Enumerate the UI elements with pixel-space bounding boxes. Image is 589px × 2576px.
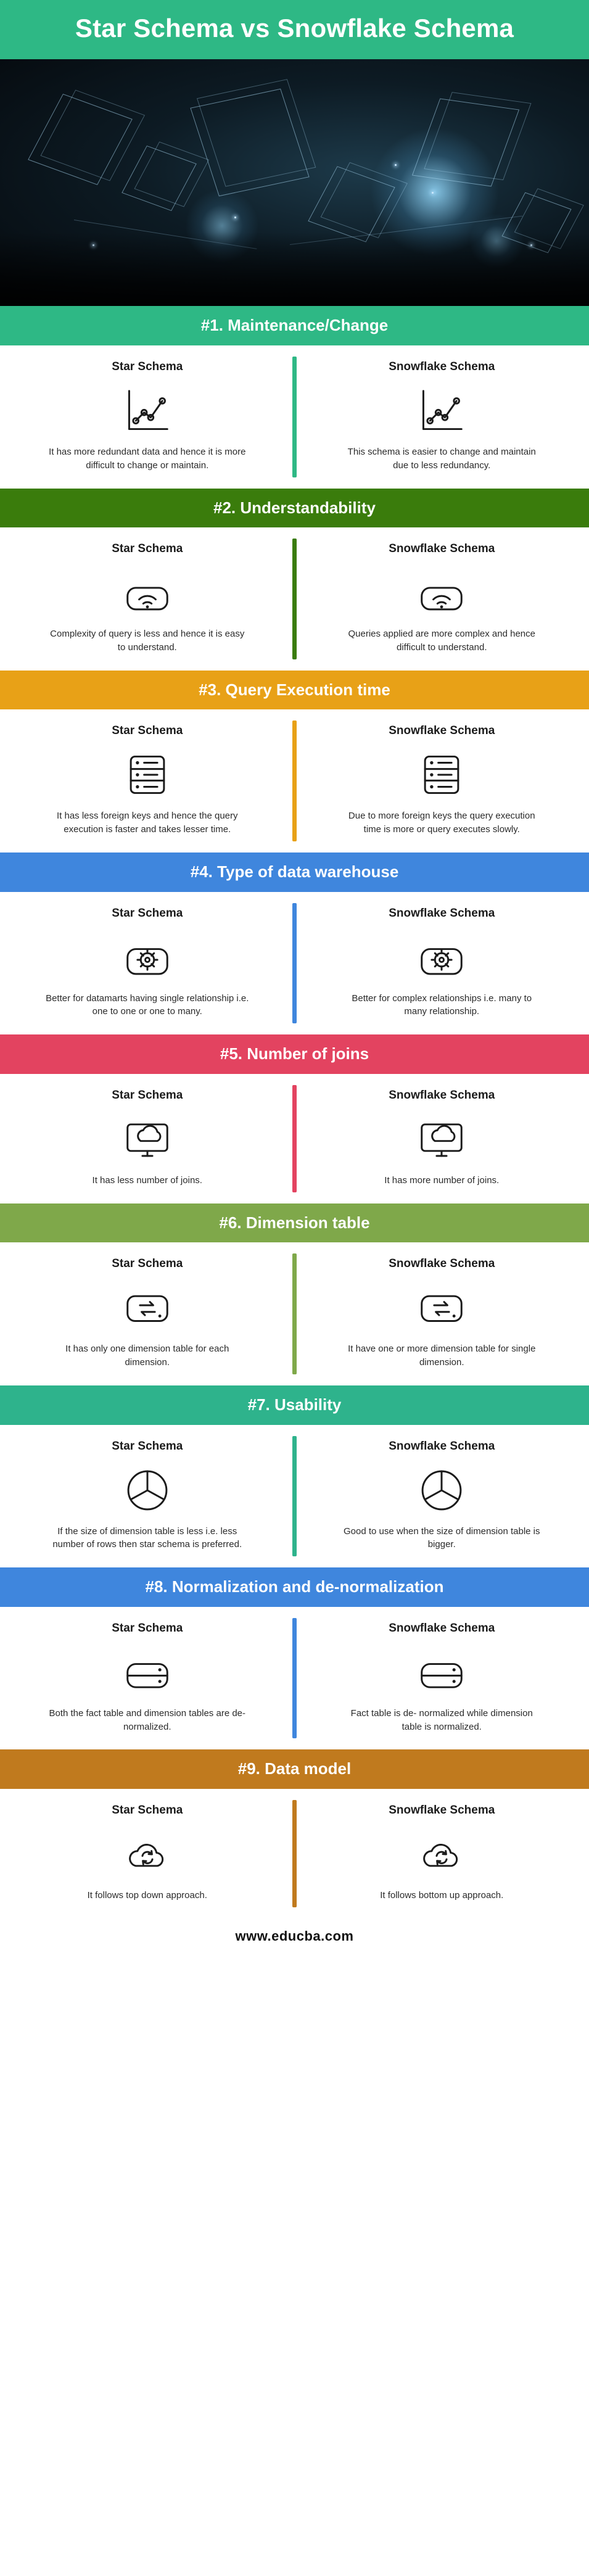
snowflake-schema-column (295, 542, 589, 654)
snowflake-schema-column (295, 1804, 589, 1902)
comparison-row (0, 1425, 589, 1568)
column-divider (292, 1800, 297, 1907)
snowflake-schema-column (295, 1257, 589, 1369)
comparison-row (0, 892, 589, 1035)
star-schema-column (0, 1622, 295, 1734)
cloud-sync-icon (35, 1826, 260, 1883)
star-schema-column (0, 1257, 295, 1369)
page-title: Star Schema vs Snowflake Schema (75, 14, 514, 43)
pie-chart-icon (35, 1462, 260, 1519)
section-band: #9. Data model (0, 1749, 589, 1789)
gear-server-icon (329, 929, 555, 986)
column-heading: Snowflake Schema (389, 724, 495, 738)
page-title-band (0, 0, 589, 59)
column-heading: Star Schema (112, 1439, 183, 1453)
section-band: #6. Dimension table (0, 1203, 589, 1243)
section-band: #2. Understandability (0, 489, 589, 528)
hero-cube (412, 99, 519, 187)
column-divider (292, 1618, 297, 1739)
column-description: Better for datamarts having single relationship i.e. one to one or one to many. (46, 993, 249, 1017)
column-description: Better for complex relationships i.e. many to many relationship. (352, 993, 532, 1017)
star-schema-column (0, 724, 295, 836)
star-schema-column (0, 907, 295, 1019)
gear-server-icon (35, 929, 260, 986)
column-description: If the size of dimension table is less i.e. less number of rows then star schema is preferred. (52, 1525, 242, 1550)
column-description: Due to more foreign keys the query execution time is more or query executes slowly. (348, 811, 535, 835)
column-description: Good to use when the size of dimension table is bigger. (343, 1525, 540, 1550)
column-description: It has only one dimension table for each dimension. (65, 1344, 229, 1368)
column-description: Fact table is de- normalized while dimension table is normalized. (350, 1707, 533, 1732)
pie-chart-icon (329, 1462, 555, 1519)
column-description: It follows bottom up approach. (380, 1890, 504, 1901)
column-heading: Star Schema (112, 360, 183, 374)
column-heading: Snowflake Schema (389, 906, 495, 920)
server-icon (35, 1644, 260, 1701)
star-schema-column (0, 360, 295, 473)
column-heading: Snowflake Schema (389, 1621, 495, 1635)
snowflake-schema-column (295, 1089, 589, 1187)
column-description: Both the fact table and dimension tables are de- normalized. (49, 1707, 246, 1732)
column-description: Complexity of query is less and hence it is easy to understand. (50, 629, 245, 653)
column-divider (292, 720, 297, 841)
column-description: It follows top down approach. (87, 1890, 207, 1901)
column-divider (292, 539, 297, 659)
column-divider (292, 1436, 297, 1557)
comparison-row (0, 1074, 589, 1203)
wifi-server-icon (35, 564, 260, 621)
monitor-cloud-icon (329, 1111, 555, 1168)
column-description: It has more number of joins. (384, 1174, 500, 1186)
section-band: #5. Number of joins (0, 1034, 589, 1074)
hero-cube (308, 167, 395, 242)
wifi-server-icon (329, 564, 555, 621)
column-heading: Star Schema (112, 542, 183, 556)
section-band: #8. Normalization and de-normalization (0, 1567, 589, 1607)
column-divider (292, 903, 297, 1024)
line-chart-icon (329, 382, 555, 439)
column-description: This schema is easier to change and maintain due to less redundancy. (347, 447, 536, 471)
column-description: It has less foreign keys and hence the query execution is faster and takes lesser time. (56, 811, 238, 835)
column-description: It have one or more dimension table for single dimension. (348, 1344, 536, 1368)
column-heading: Snowflake Schema (389, 360, 495, 374)
column-heading: Star Schema (112, 906, 183, 920)
snowflake-schema-column (295, 360, 589, 473)
section-band: #3. Query Execution time (0, 671, 589, 710)
section-band: #4. Type of data warehouse (0, 852, 589, 892)
hero-image (0, 59, 589, 306)
hero-cube (122, 146, 197, 211)
column-description: Queries applied are more complex and hence difficult to understand. (348, 629, 535, 653)
hero-cube (190, 89, 309, 197)
star-schema-column (0, 1804, 295, 1902)
column-heading: Snowflake Schema (389, 1804, 495, 1817)
star-schema-column (0, 542, 295, 654)
comparison-row (0, 345, 589, 489)
column-heading: Snowflake Schema (389, 1088, 495, 1102)
star-schema-column (0, 1089, 295, 1187)
comparison-row (0, 1242, 589, 1385)
column-heading: Star Schema (112, 724, 183, 738)
snowflake-schema-column (295, 907, 589, 1019)
column-divider (292, 1085, 297, 1192)
column-description: It has more redundant data and hence it is more difficult to change or maintain. (49, 447, 246, 471)
column-heading: Snowflake Schema (389, 542, 495, 556)
server-icon (329, 1644, 555, 1701)
footer-url[interactable]: www.educba.com (235, 1928, 354, 1944)
column-divider (292, 357, 297, 477)
snowflake-schema-column (295, 1440, 589, 1552)
snowflake-schema-column (295, 1622, 589, 1734)
sync-server-icon (329, 1279, 555, 1336)
section-band: #7. Usability (0, 1385, 589, 1425)
column-heading: Snowflake Schema (389, 1439, 495, 1453)
comparison-row (0, 527, 589, 671)
hero-floor-gradient (0, 232, 589, 306)
monitor-cloud-icon (35, 1111, 260, 1168)
column-heading: Snowflake Schema (389, 1257, 495, 1271)
comparison-row (0, 1607, 589, 1750)
column-description: It has less number of joins. (92, 1174, 202, 1186)
sync-server-icon (35, 1279, 260, 1336)
database-rack-icon (329, 746, 555, 803)
comparison-row (0, 709, 589, 852)
comparison-row (0, 1789, 589, 1918)
snowflake-schema-column (295, 724, 589, 836)
comparison-sections (0, 306, 589, 1918)
section-band: #1. Maintenance/Change (0, 306, 589, 345)
column-heading: Star Schema (112, 1804, 183, 1817)
site-footer (0, 1918, 589, 1955)
column-heading: Star Schema (112, 1088, 183, 1102)
column-heading: Star Schema (112, 1621, 183, 1635)
database-rack-icon (35, 746, 260, 803)
star-schema-column (0, 1440, 295, 1552)
cloud-sync-icon (329, 1826, 555, 1883)
line-chart-icon (35, 382, 260, 439)
column-heading: Star Schema (112, 1257, 183, 1271)
column-divider (292, 1253, 297, 1374)
hero-cube (28, 94, 133, 185)
